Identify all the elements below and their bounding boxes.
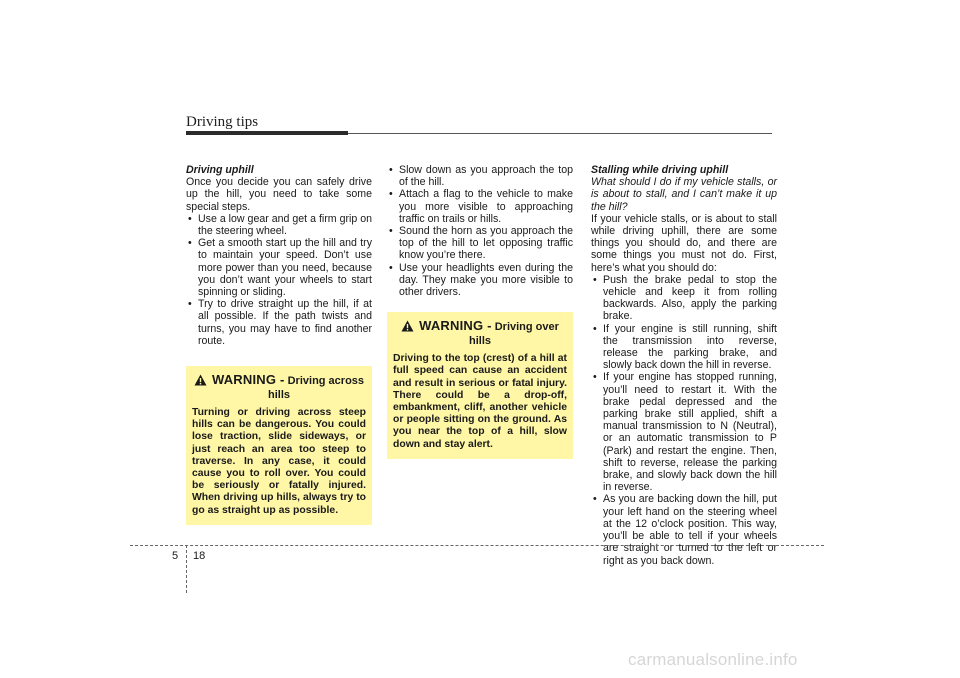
column-1 xyxy=(186,164,372,525)
list-item: • As you are backing down the hill, put your left hand on the steering wheel at the 12 o’clock position. This way, you’ll be able to tell if your wheels are straight or turned to the left or right as you back down. xyxy=(591,493,777,566)
list-item: • Get a smooth start up the hill and try to maintain your speed. Don’t use more power than you need, because you don’t want your wheels to start spinning or sliding. xyxy=(186,237,372,298)
warning-title-line2: hills xyxy=(468,335,491,348)
list-item: • Try to drive straight up the hill, if at all possible. If the path twists and turns, you may have to find another route. xyxy=(186,298,372,347)
heading-stalling-uphill: Stalling while driving uphill xyxy=(591,164,729,176)
warning-title-line1: Driving across xyxy=(287,375,365,388)
warning-title xyxy=(393,320,567,347)
list-item: • If your engine is still running, shift the transmission into reverse, release the parking brake, and slowly back down the hill in reverse. xyxy=(591,323,777,372)
warning-body: Turning or driving across steep hills can be dangerous. You could lose traction, slide sideways, or just reach an area too steep to traverse. In any case, it could cause you to roll over. You could be seriously or fatally injured. When driving up hills, always try to go as straight up as possible. xyxy=(192,407,366,516)
warning-triangle-icon xyxy=(194,374,207,389)
stalling-intro: If your vehicle stalls, or is about to stall while driving uphill, there are some things you should do, and there are some things you must not do. First, here’s what you should do: xyxy=(591,212,777,274)
footer-divider xyxy=(186,545,187,593)
warning-box-over-hills xyxy=(387,312,573,459)
list-item: • If your engine has stopped running, you’ll need to restart it. With the brake pedal depressed and the parking brake still applied, shift a manual transmission to N (Neutral), or an automatic transmission to P (Park) and restart the engine. Then, shift to reverse, release the parking brake, and slowly back down the hill in reverse. xyxy=(591,371,777,493)
column-3 xyxy=(591,164,777,567)
warning-label: WARNING - xyxy=(211,372,285,388)
stalling-bullet-list xyxy=(591,274,777,567)
list-item: • Use your headlights even during the day. They make you more visible to other drivers. xyxy=(387,262,573,299)
warning-title-line2: hills xyxy=(267,389,290,402)
list-item: • Push the brake pedal to stop the vehicle and keep it from rolling backwards. Also, apply the parking brake. xyxy=(591,274,777,323)
warning-body: Driving to the top (crest) of a hill at full speed can cause an accident and result in serious or fatal injury. There could be a drop-off, embankment, cliff, another vehicle or people sitting on the ground. As you near the top of a hill, slow down and stay alert. xyxy=(393,353,567,450)
uphill-bullet-list xyxy=(186,213,372,347)
list-item: • Sound the horn as you approach the top of the hill to let opposing traffic know you’re there. xyxy=(387,225,573,262)
header-rule-thin xyxy=(348,133,772,134)
stalling-question: What should I do if my vehicle stalls, or is about to stall, and I can’t make it up the hill? xyxy=(591,176,777,213)
column-2 xyxy=(387,164,573,459)
warning-title-line1: Driving over xyxy=(494,321,559,334)
warning-title xyxy=(192,374,366,401)
warning-label: WARNING - xyxy=(419,318,492,334)
hilltop-bullet-list xyxy=(387,164,573,298)
header-rule-thick xyxy=(186,131,348,135)
footer-rule xyxy=(130,545,824,546)
list-item: • Attach a flag to the vehicle to make you more visible to approaching traffic on trails or hills. xyxy=(387,188,573,225)
section-title: Driving tips xyxy=(186,114,259,130)
intro-paragraph: Once you decide you can safely drive up the hill, you need to take some special steps. xyxy=(186,176,372,213)
page-number: 18 xyxy=(193,550,206,562)
chapter-number: 5 xyxy=(172,550,179,562)
warning-box-across-hills xyxy=(186,366,372,525)
warning-triangle-icon xyxy=(401,320,414,335)
heading-driving-uphill: Driving uphill xyxy=(186,164,254,176)
list-item: • Slow down as you approach the top of the hill. xyxy=(387,164,573,188)
list-item: • Use a low gear and get a firm grip on the steering wheel. xyxy=(186,213,372,237)
watermark: carmanualsonline.info xyxy=(628,650,798,669)
